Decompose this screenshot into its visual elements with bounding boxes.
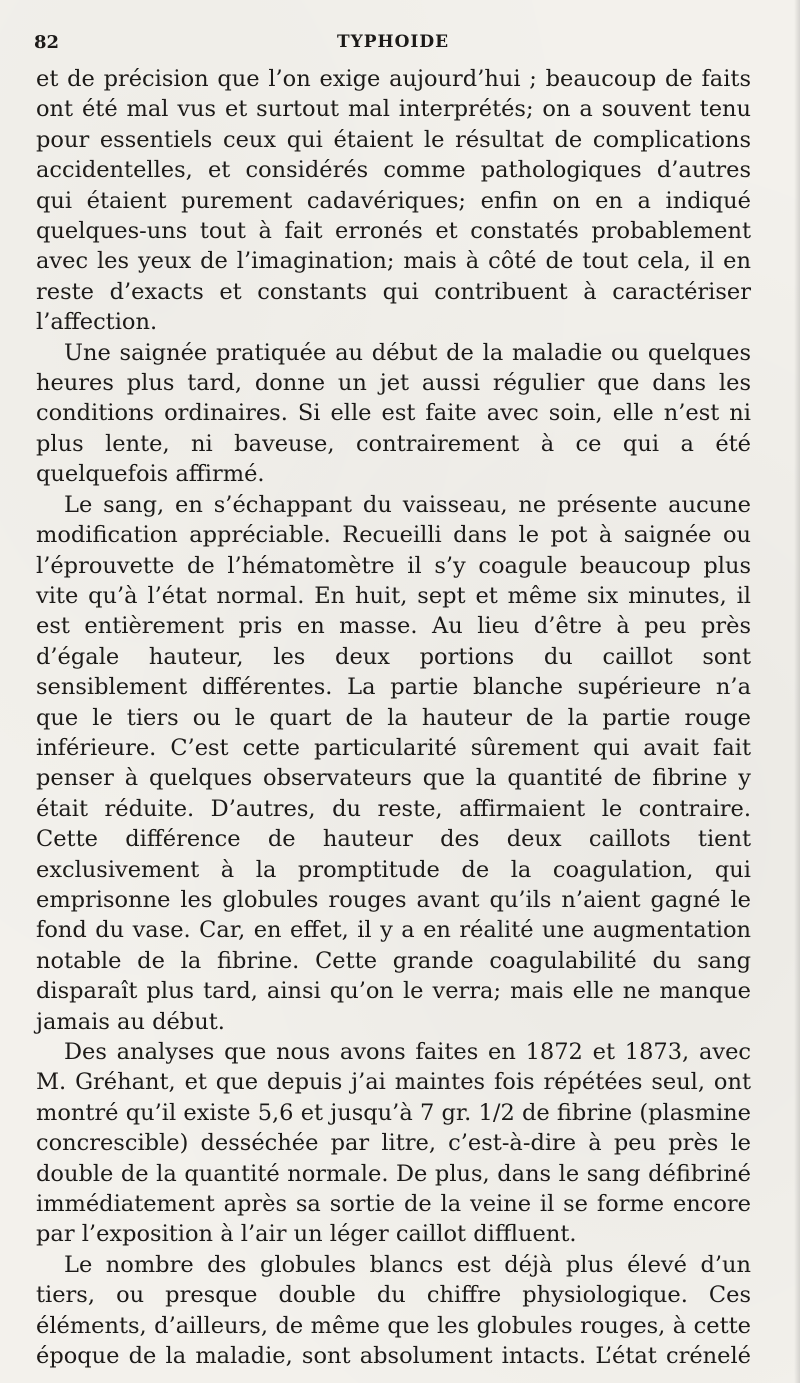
- page-edge-shadow: [794, 0, 800, 1383]
- running-head: [34, 32, 752, 56]
- body-text: [36, 64, 751, 1371]
- paragraph-sang: Le sang, en s’échappant du vaisseau, ne présente aucune modification appréciable. Recueilli dans le pot à saignée ou l’éprouvette de l’hématomètre il s’y coagule beaucoup plus vite qu’à l’état normal. En huit, sept et même six minutes, il est entièrement pris en masse. Au lieu d’être à peu près d’égale hauteur, les deux portions du caillot sont sensiblement différentes. La partie blanche supérieure n’a que le tiers ou le quart de la hauteur de la partie rouge inférieure. C’est cette particularité sûrement qui avait fait penser à quelques observateurs que la quantité de fibrine y était réduite. D’autres, du reste, affirmaient le contraire. Cette différence de hauteur des deux caillots tient exclusivement à la promptitude de la coagulation, qui emprisonne les globules rouges avant qu’ils n’aient gagné le fond du vase. Car, en effet, il y a en réalité une augmentation notable de la fibrine. Cette grande coagulabilité du sang disparaît plus tard, ainsi qu’on le verra; mais elle ne manque jamais au début.: [36, 491, 751, 1035]
- paragraph-saignee: Une saignée pratiquée au début de la maladie ou quelques heures plus tard, donne un jet aussi régulier que dans les conditions ordinaires. Si elle est faite avec soin, elle n’est ni plus lente, ni baveuse, contrairement à ce qui a été quelquefois affirmé.: [36, 339, 751, 488]
- paragraph-globules: Le nombre des globules blancs est déjà plus élevé d’un tiers, ou presque double du chiffre physiologique. Ces éléments, d’ailleurs, de même que les globules rouges, à cette époque de la maladie, sont absolument intacts. L’état crénelé: [36, 1251, 751, 1370]
- paragraph-analyses: Des analyses que nous avons faites en 1872 et 1873, avec M. Gréhant, et que depuis j’ai maintes fois répétées seul, ont montré qu’il existe 5,6 et jusqu’à 7 gr. 1/2 de fibrine (plasmine concrescible) desséchée par litre, c’est-à-dire à peu près le double de la quantité normale. De plus, dans le sang défibriné immédiatement après sa sortie de la veine il se forme encore par l’exposition à l’air un léger caillot diffluent.: [36, 1039, 751, 1248]
- paragraph-continuation: et de précision que l’on exige aujourd’hui ; beaucoup de faits ont été mal vus et surtout mal interprétés; on a souvent tenu pour essentiels ceux qui étaient le résultat de complications accidentelles, et considérés comme pathologiques d’autres qui étaient purement cadavériques; enfin on en a indiqué quelques-uns tout à fait erronés et constatés probablement avec les yeux de l’imagination; mais à côté de tout cela, il en reste d’exacts et constants qui contribuent à caractériser l’affection.: [36, 66, 751, 336]
- page-number: 82: [34, 32, 60, 53]
- running-title: TYPHOIDE: [336, 32, 450, 52]
